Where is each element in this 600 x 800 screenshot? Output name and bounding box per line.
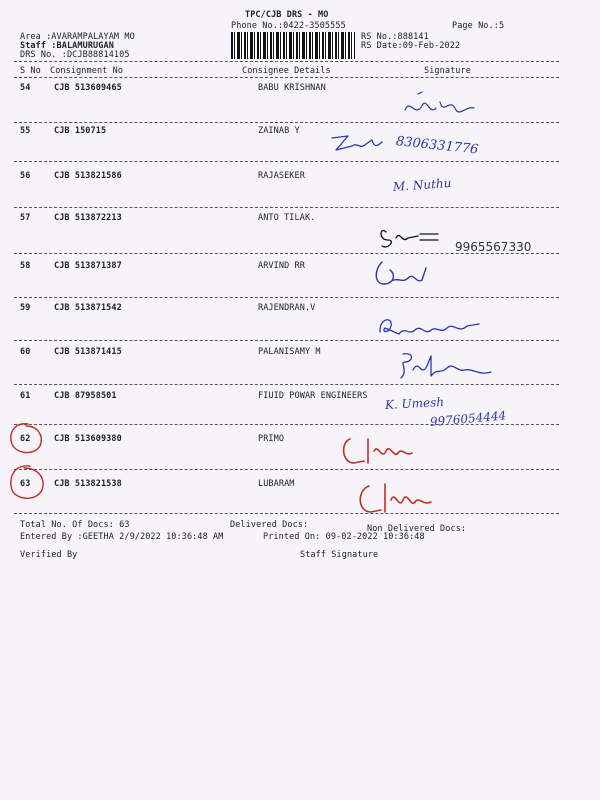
divider <box>14 77 559 78</box>
total-docs: Total No. Of Docs: 63 <box>20 520 130 530</box>
delivered-docs: Delivered Docs: <box>230 520 309 530</box>
col-header-consignee: Consignee Details <box>242 66 331 76</box>
handwritten-phone: 9976054444 <box>429 408 507 429</box>
signature-row-57 <box>378 222 448 257</box>
signature-row-60 <box>395 348 505 388</box>
row-consignee: PRIMO <box>258 434 285 444</box>
handwritten-name: K. Umesh <box>384 394 445 412</box>
row-consignment: CJB 513871387 <box>54 261 122 271</box>
row-consignee: ARVIND RR <box>258 261 305 271</box>
col-header-sno: S No <box>20 66 41 76</box>
rs-date: RS Date:09-Feb-2022 <box>361 41 461 51</box>
divider <box>14 207 559 208</box>
row-consignment: CJB 513872213 <box>54 213 122 223</box>
entered-by: Entered By :GEETHA 2/9/2022 10:36:48 AM <box>20 532 224 542</box>
row-sno: 63 <box>20 479 31 489</box>
col-header-consignment: Consignment No <box>50 66 124 76</box>
red-circle-mark <box>6 420 46 458</box>
signature-row-54 <box>400 88 480 128</box>
divider <box>14 61 559 62</box>
row-consignment: CJB 513871415 <box>54 347 122 357</box>
row-consignee: BABU KRISHNAN <box>258 83 326 93</box>
row-sno: 56 <box>20 171 31 181</box>
divider <box>14 161 559 162</box>
col-header-signature: Signature <box>424 66 471 76</box>
row-consignment: CJB 87958501 <box>54 391 117 401</box>
signature-row-58 <box>370 254 440 294</box>
phone-number: Phone No.:0422-3505555 <box>231 21 346 31</box>
row-consignment: CJB 513821538 <box>54 479 122 489</box>
row-sno: 62 <box>20 434 31 444</box>
row-consignee: ZAINAB Y <box>258 126 300 136</box>
divider <box>14 297 559 298</box>
row-consignment: CJB 513609465 <box>54 83 122 93</box>
area-label: Area :AVARAMPALAYAM MO <box>20 32 135 42</box>
row-consignment: CJB 513609380 <box>54 434 122 444</box>
handwritten-name: M. Nuthu <box>392 175 452 194</box>
signature-row-59 <box>375 312 485 342</box>
row-consignment: CJB 513821586 <box>54 171 122 181</box>
row-consignment: CJB 150715 <box>54 126 107 136</box>
staff-label: Staff :BALAMURUGAN <box>20 41 114 51</box>
drs-number: DRS No. :DCJB88814105 <box>20 50 130 60</box>
row-sno: 60 <box>20 347 31 357</box>
rs-number: RS No.:888141 <box>361 32 429 42</box>
printed-on: Printed On: 09-02-2022 10:36:48 <box>263 532 425 542</box>
row-consignee: LUBARAM <box>258 479 295 489</box>
signature-row-62 <box>340 433 430 473</box>
non-delivered-docs: Non Delivered Docs: <box>367 524 467 534</box>
row-consignee: RAJASEKER <box>258 171 305 181</box>
row-consignee: ANTO TILAK. <box>258 213 316 223</box>
row-consignment: CJB 513871542 <box>54 303 122 313</box>
divider <box>14 469 559 470</box>
handwritten-phone: 9965567330 <box>455 240 532 254</box>
row-consignee: PALANISAMY M <box>258 347 321 357</box>
row-sno: 58 <box>20 261 31 271</box>
signature-row-63 <box>355 478 445 523</box>
row-sno: 61 <box>20 391 31 401</box>
report-title: TPC/CJB DRS - MO <box>245 10 329 20</box>
verified-by: Verified By <box>20 550 78 560</box>
barcode-image <box>231 32 355 59</box>
signature-row-55 <box>330 128 400 158</box>
page-number: Page No.:5 <box>452 21 505 31</box>
row-consignee: FIUID POWAR ENGINEERS <box>258 391 368 401</box>
row-sno: 54 <box>20 83 31 93</box>
row-consignee: RAJENDRAN.V <box>258 303 316 313</box>
handwritten-phone: 8306331776 <box>395 134 480 158</box>
row-sno: 59 <box>20 303 31 313</box>
red-circle-mark <box>6 462 46 504</box>
divider <box>14 513 559 514</box>
staff-signature-label: Staff Signature <box>300 550 379 560</box>
row-sno: 57 <box>20 213 31 223</box>
row-sno: 55 <box>20 126 31 136</box>
